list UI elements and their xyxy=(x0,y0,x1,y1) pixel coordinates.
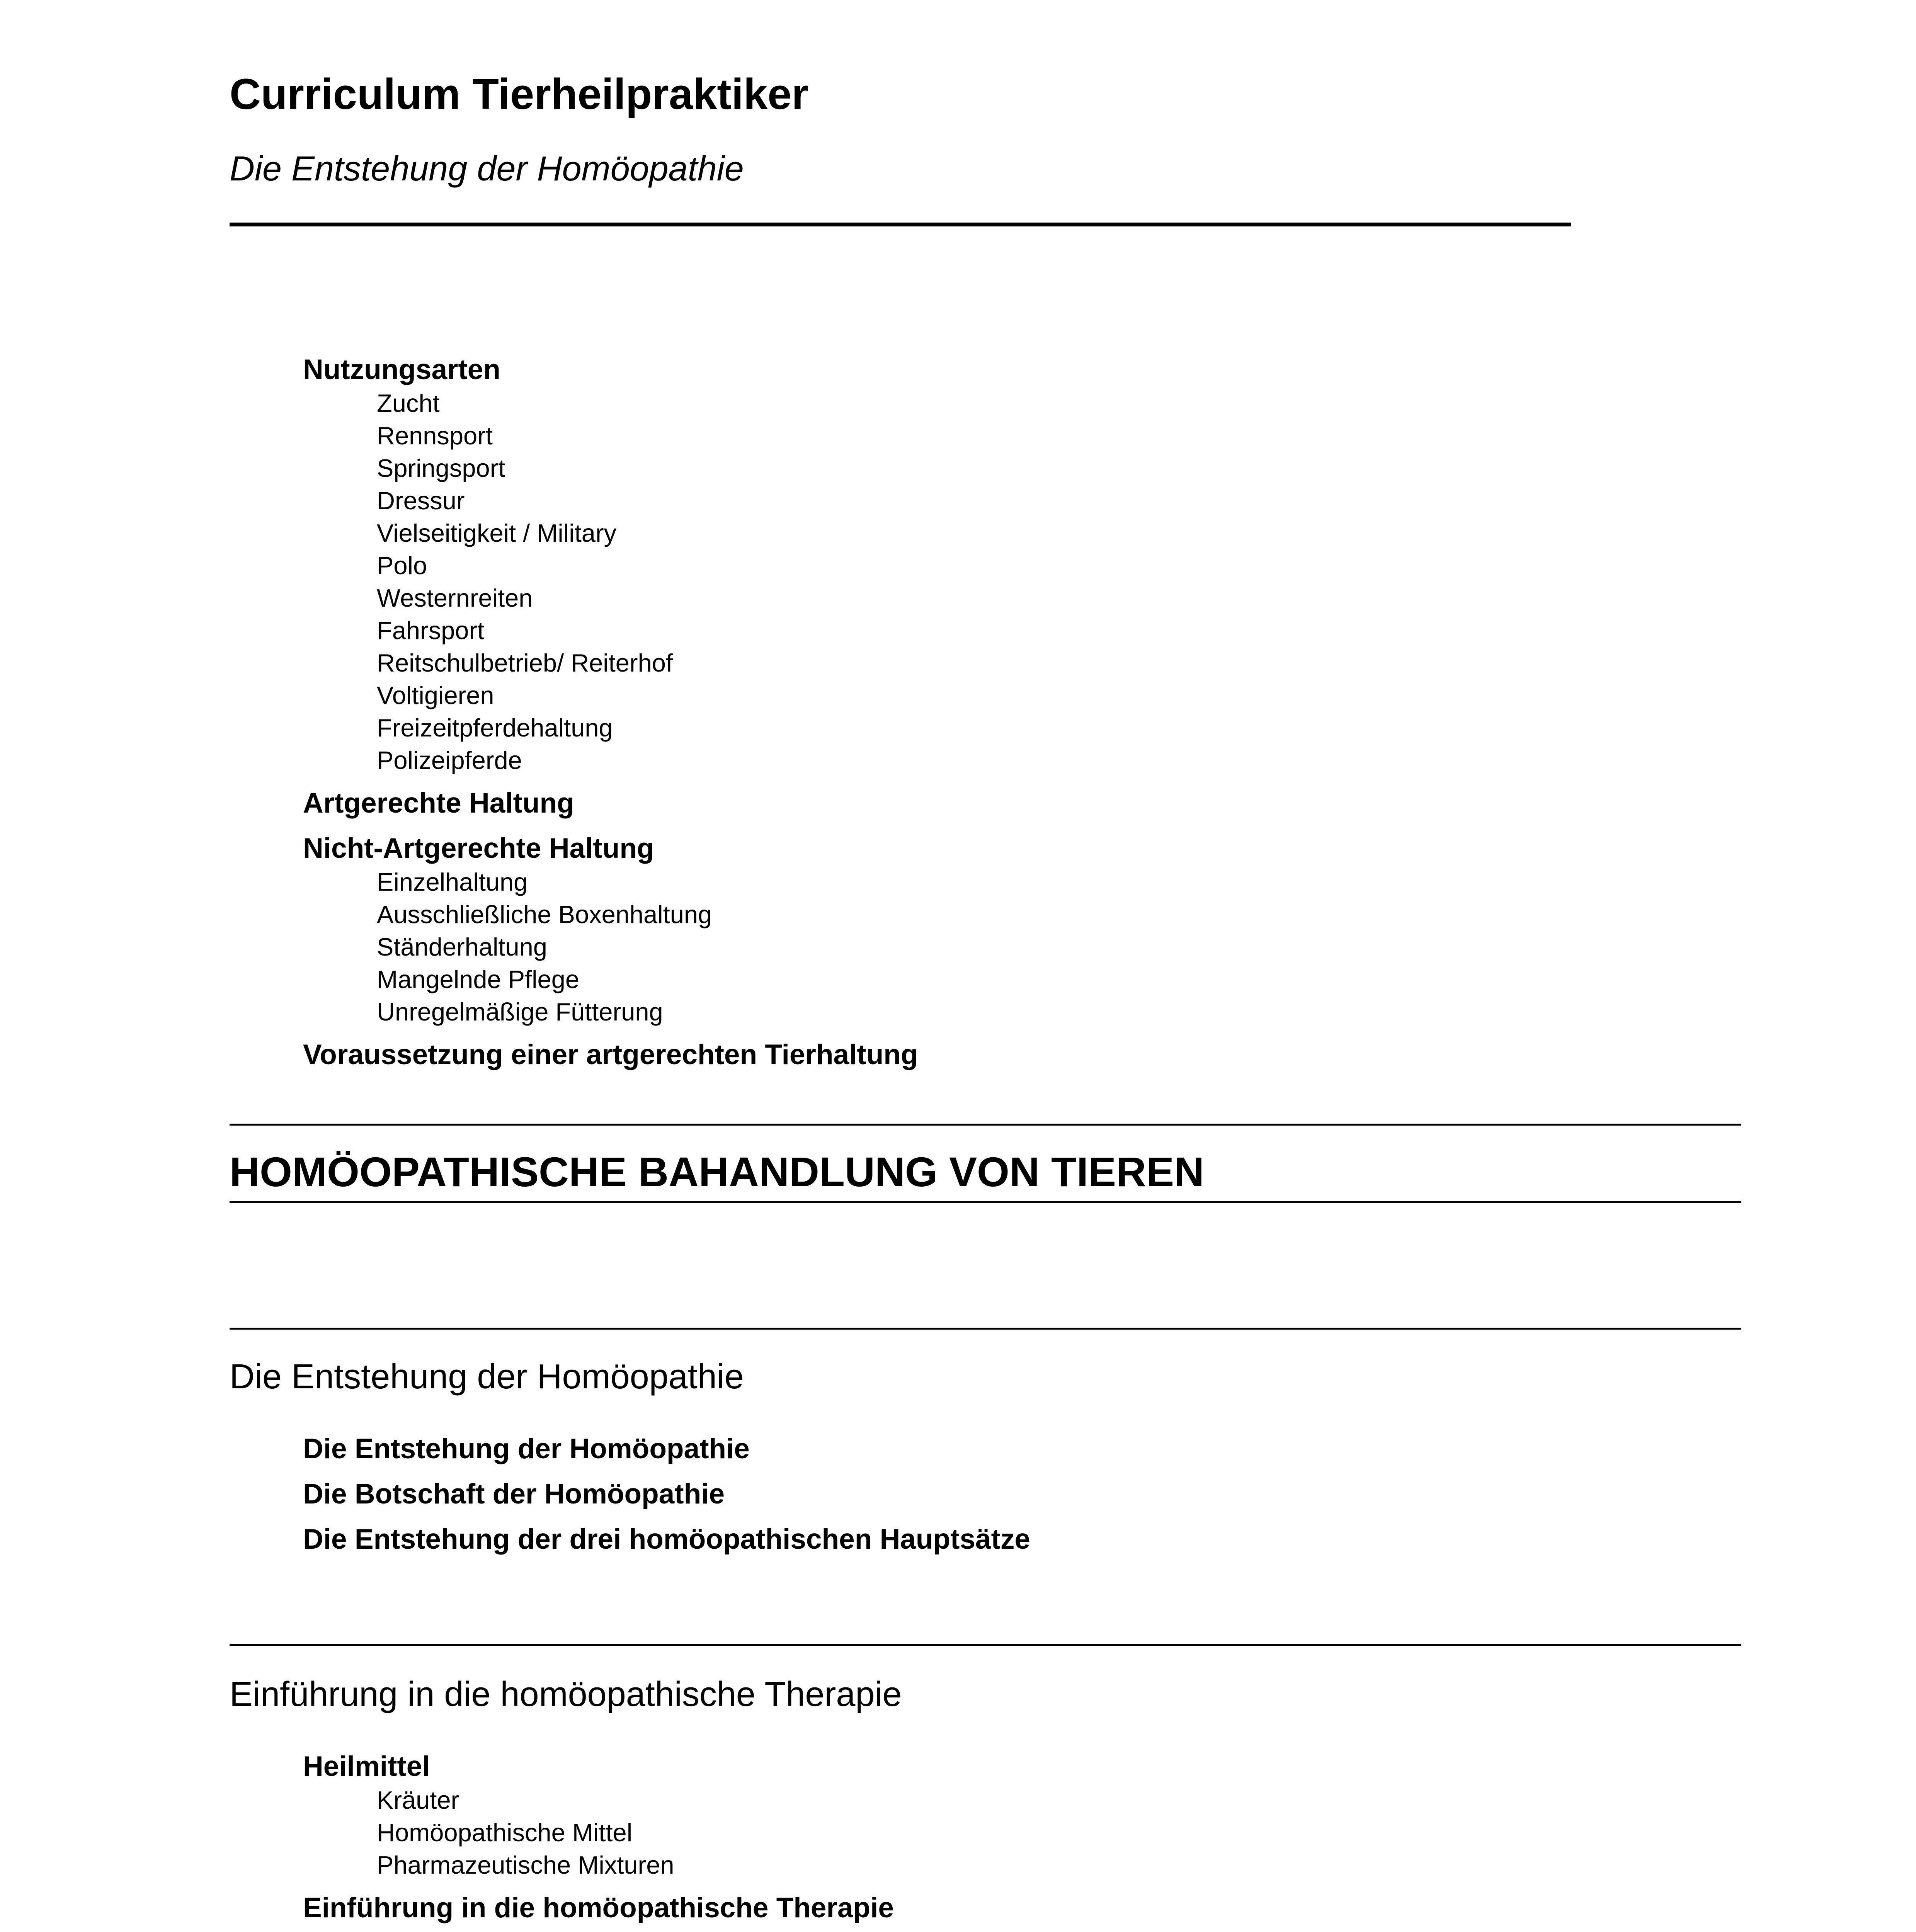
topic-item: Vielseitigkeit / Military xyxy=(377,519,617,547)
subsection-title: Einführung in die homöopathische Therapie xyxy=(230,1675,902,1714)
topic-item: Unregelmäßige Fütterung xyxy=(377,998,663,1026)
topic-item: Voltigieren xyxy=(377,681,494,709)
topic-item: Einzelhaltung xyxy=(377,868,528,896)
topic-list xyxy=(303,1435,1030,1554)
topic-item: Homöopathische Mittel xyxy=(377,1818,633,1847)
topic-item: Ständerhaltung xyxy=(377,933,547,961)
subsection-divider xyxy=(230,1328,1741,1330)
document-title: Curriculum Tierheilpraktiker xyxy=(230,70,808,118)
topic-item: Westernreiten xyxy=(377,584,533,612)
topic-item: Rennsport xyxy=(377,422,493,450)
topic-item: Ausschließliche Boxenhaltung xyxy=(377,900,712,929)
topic-list xyxy=(303,1752,894,1932)
topic-item: Springsport xyxy=(377,454,505,482)
topic-item: Fahrsport xyxy=(377,616,485,645)
topic-item: Polo xyxy=(377,551,427,580)
subsection-divider xyxy=(230,1644,1741,1646)
document-subtitle: Die Entstehung der Homöopathie xyxy=(230,150,744,188)
topic-item: Freizeitpferdehaltung xyxy=(377,714,613,742)
header-divider xyxy=(230,223,1571,226)
topic-item: Reitschulbetrieb/ Reiterhof xyxy=(377,649,673,677)
topic-heading: Nutzungsarten xyxy=(303,354,500,385)
topic-item: Zucht xyxy=(377,389,440,417)
topic-list-top xyxy=(303,355,918,1070)
topic-heading: Nicht-Artgerechte Haltung xyxy=(303,833,654,864)
topic-heading: Heilmittel xyxy=(303,1751,430,1782)
topic-heading: Die Entstehung der drei homöopathischen Hauptsätze xyxy=(303,1524,1030,1555)
topic-heading: Die Entstehung der Homöopathie xyxy=(303,1433,750,1464)
topic-item: Polizeipferde xyxy=(377,746,522,774)
topic-heading: Artgerechte Haltung xyxy=(303,787,574,819)
section-heading: HOMÖOPATHISCHE BAHANDLUNG VON TIEREN xyxy=(230,1124,1741,1203)
subsection-title: Die Entstehung der Homöopathie xyxy=(230,1357,744,1396)
topic-item: Kräuter xyxy=(377,1786,459,1814)
topic-item: Pharmazeutische Mixturen xyxy=(377,1851,674,1879)
topic-heading: Einführung in die homöopathische Therapie xyxy=(303,1892,894,1923)
topic-item: Mangelnde Pflege xyxy=(377,965,579,993)
topic-heading: Voraussetzung einer artgerechten Tierhaltung xyxy=(303,1039,918,1070)
topic-item: Dressur xyxy=(377,486,465,515)
topic-heading: Die Botschaft der Homöopathie xyxy=(303,1478,725,1510)
